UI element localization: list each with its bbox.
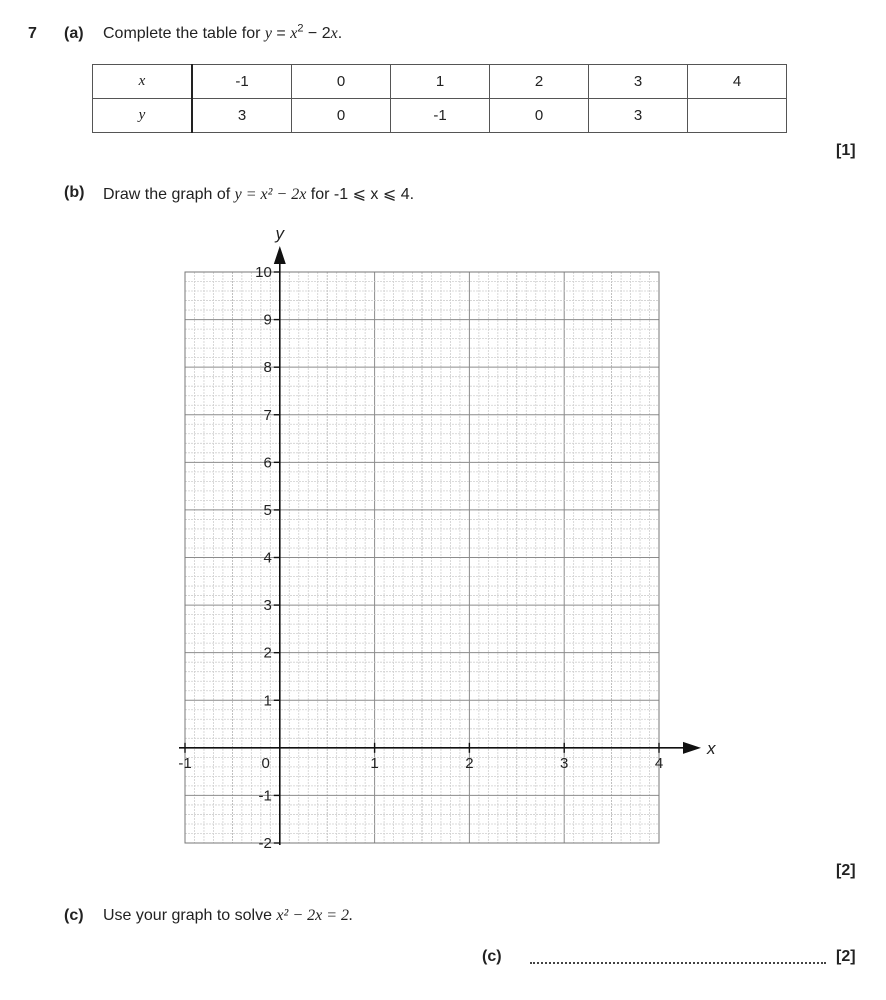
y-axis-arrow-icon [274, 246, 286, 264]
eq-power: 2 [297, 22, 304, 35]
x-axis-arrow-icon [683, 742, 701, 754]
part-c-equation: x² − 2x = 2. [276, 907, 354, 924]
y-tick-label: 1 [263, 692, 272, 710]
eq-y: y [264, 25, 272, 42]
eq-rest: − 2 [303, 25, 331, 42]
x-axis-label: x [707, 738, 716, 758]
x-tick-label: 3 [560, 754, 569, 772]
y-cell: 0 [292, 99, 391, 133]
y-tick-label: 2 [263, 644, 272, 662]
part-b-label: (b) [64, 184, 85, 201]
part-b-prompt-text: Draw the graph of [103, 186, 235, 203]
x-cell: 2 [490, 65, 589, 99]
x-cell: 4 [688, 65, 787, 99]
x-cell: -1 [192, 65, 292, 99]
x-cell: 0 [292, 65, 391, 99]
y-cell: -1 [391, 99, 490, 133]
part-b-equation: y = x² − 2x [234, 186, 307, 203]
x-tick-label: 2 [465, 754, 474, 772]
y-cell: 0 [490, 99, 589, 133]
y-tick-label: -1 [258, 787, 272, 805]
x-tick-label: 0 [261, 754, 270, 772]
answer-label: (c) [482, 948, 502, 965]
part-c-marks: [2] [836, 948, 856, 965]
y-tick-label: 4 [263, 549, 272, 567]
part-b-marks: [2] [836, 862, 856, 879]
part-c-prompt-text: Use your graph to solve [103, 907, 277, 924]
x-cell: 1 [391, 65, 490, 99]
eq-x: x [290, 25, 298, 42]
x-tick-label: 1 [370, 754, 379, 772]
y-cell: 3 [192, 99, 292, 133]
y-tick-label: 3 [263, 597, 272, 615]
x-tick-label: 4 [654, 754, 664, 772]
y-row-header: y [93, 99, 193, 133]
y-tick-label: -2 [258, 835, 272, 852]
part-c-label: (c) [64, 907, 84, 924]
question-number: 7 [28, 25, 37, 42]
eq-end: . [337, 25, 343, 42]
y-axis-label: y [275, 224, 285, 243]
y-tick-label: 6 [263, 454, 272, 472]
y-tick-label: 9 [263, 311, 272, 329]
y-tick-label: 8 [263, 359, 272, 377]
part-b-range: for -1 ⩽ x ⩽ 4. [306, 186, 415, 203]
answer-line[interactable] [530, 950, 826, 969]
part-a-label: (a) [64, 25, 84, 42]
y-tick-label: 5 [263, 501, 272, 519]
part-c-prompt [103, 907, 353, 925]
y-tick-label: 7 [263, 406, 272, 424]
eq-x2: x [330, 25, 338, 42]
x-tick-label: -1 [178, 754, 192, 772]
y-tick-label: 10 [255, 264, 272, 281]
y-cell: 3 [589, 99, 688, 133]
part-a-marks: [1] [836, 142, 856, 159]
eq-equals: = [271, 25, 291, 42]
x-cell: 3 [589, 65, 688, 99]
part-a-prompt-text: Complete the table for [103, 25, 265, 42]
x-row-header: x [93, 65, 193, 99]
